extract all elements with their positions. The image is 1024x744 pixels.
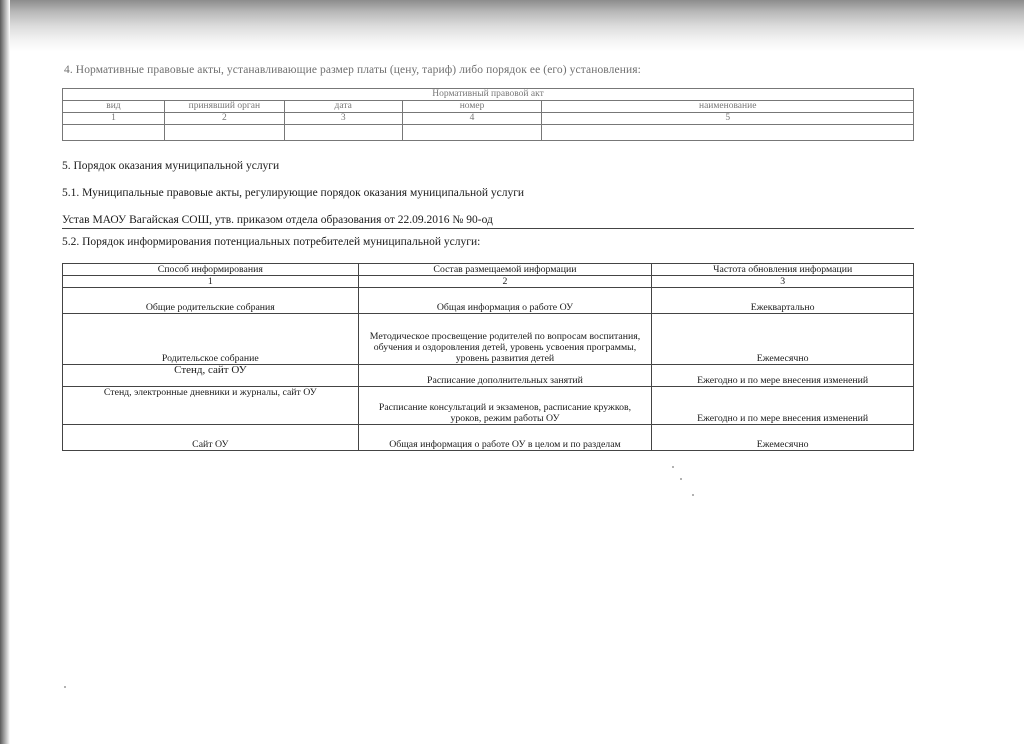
content-cell: Расписание консультаций и экзаменов, расписание кружков, уроков, режим работы ОУ xyxy=(358,387,652,425)
column-header: Способ информирования xyxy=(63,264,359,276)
column-header: Частота обновления информации xyxy=(652,264,914,276)
column-number: 1 xyxy=(63,276,359,288)
column-header: Состав размещаемой информации xyxy=(358,264,652,276)
column-number: 1 xyxy=(63,113,165,125)
column-number: 4 xyxy=(402,113,542,125)
content-cell: Общая информация о работе ОУ в целом и по разделам xyxy=(358,425,652,451)
method-cell: Родительское собрание xyxy=(63,314,359,365)
content-cell: Расписание дополнительных занятий xyxy=(358,365,652,387)
scan-speck xyxy=(680,478,682,480)
table-header-row xyxy=(63,101,914,113)
method-cell: Стенд, сайт ОУ xyxy=(63,365,359,387)
scan-speck xyxy=(672,466,674,468)
column-header: вид xyxy=(63,101,165,113)
scan-speck xyxy=(64,686,66,688)
table-row xyxy=(63,314,914,365)
method-cell: Общие родительские собрания xyxy=(63,288,359,314)
section-5-heading: 5. Порядок оказания муниципальной услуги xyxy=(62,160,280,172)
column-number: 5 xyxy=(542,113,914,125)
table-row xyxy=(63,365,914,387)
scan-speck xyxy=(692,494,694,496)
information-table xyxy=(62,263,914,451)
table-row xyxy=(63,387,914,425)
table-empty-row xyxy=(63,125,914,141)
column-header: принявший орган xyxy=(164,101,284,113)
table-title-row xyxy=(63,89,914,101)
column-number: 3 xyxy=(652,276,914,288)
frequency-cell: Ежегодно и по мере внесения изменений xyxy=(652,365,914,387)
frequency-cell: Ежемесячно xyxy=(652,314,914,365)
content-cell: Общая информация о работе ОУ xyxy=(358,288,652,314)
legal-acts-table xyxy=(62,88,914,141)
column-number: 2 xyxy=(164,113,284,125)
act-text: Устав МАОУ Вагайская СОШ, утв. приказом отдела образования от 22.09.2016 № 90-од xyxy=(62,214,493,226)
column-header: дата xyxy=(284,101,402,113)
method-cell: Стенд, электронные дневники и журналы, сайт ОУ xyxy=(63,387,359,425)
act-underline xyxy=(62,228,914,229)
section-5-2-heading: 5.2. Порядок информирования потенциальных потребителей муниципальной услуги: xyxy=(62,236,481,248)
scanner-shadow xyxy=(0,0,1024,52)
frequency-cell: Ежегодно и по мере внесения изменений xyxy=(652,387,914,425)
scanner-edge xyxy=(0,0,10,744)
content-cell: Методическое просвещение родителей по вопросам воспитания, обучения и оздоровления детей, уровень усвоения программы, уровень развития детей xyxy=(358,314,652,365)
table-number-row xyxy=(63,113,914,125)
column-number: 2 xyxy=(358,276,652,288)
table-row xyxy=(63,425,914,451)
table-title: Нормативный правовой акт xyxy=(63,89,914,101)
column-number: 3 xyxy=(284,113,402,125)
frequency-cell: Ежемесячно xyxy=(652,425,914,451)
table-number-row xyxy=(63,276,914,288)
method-cell: Сайт ОУ xyxy=(63,425,359,451)
column-header: наименование xyxy=(542,101,914,113)
section-5-1-heading: 5.1. Муниципальные правовые акты, регулирующие порядок оказания муниципальной услуги xyxy=(62,187,525,199)
table-row xyxy=(63,288,914,314)
table-header-row xyxy=(63,264,914,276)
section-4-heading: 4. Нормативные правовые акты, устанавливающие размер платы (цену, тариф) либо порядок ее (его) установления: xyxy=(64,64,641,76)
frequency-cell: Ежеквартально xyxy=(652,288,914,314)
column-header: номер xyxy=(402,101,542,113)
